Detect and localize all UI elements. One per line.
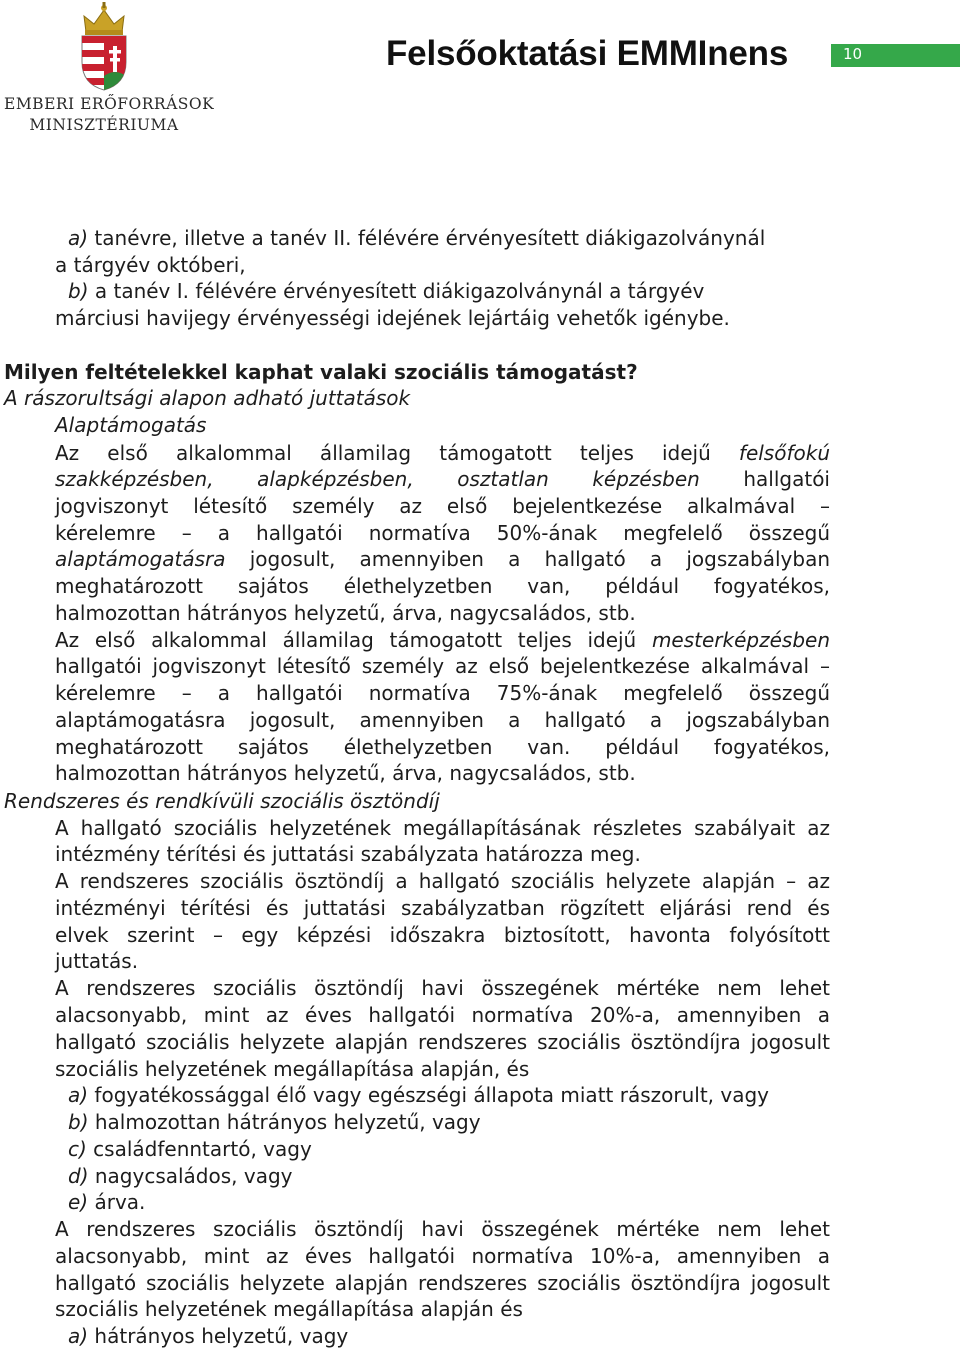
text-line: hallgató szociális helyzete alapján rendszeres szociális ösztöndíjra jogosult	[55, 1271, 830, 1295]
text-line: meghatározott sajátos élethelyzetben van. például fogyatékos,	[55, 735, 830, 759]
page-number-badge	[831, 44, 960, 67]
text-line: jogviszonyt létesítő személy az első bejelentkezése alkalmával –	[55, 494, 830, 518]
text-line: meghatározott sajátos élethelyzetben van, például fogyatékos,	[55, 574, 830, 598]
text-line: a) tanévre, illetve a tanév II. félévére érvényesített diákigazolványnál	[68, 226, 766, 250]
list-item: b) halmozottan hátrányos helyzetű, vagy	[68, 1110, 481, 1134]
text-line: Az első alkalommal államilag támogatott teljes idejű mesterképzésben	[55, 628, 830, 652]
list-item: a) fogyatékossággal élő vagy egészségi állapota miatt rászorult, vagy	[68, 1083, 769, 1107]
text-line: A rendszeres szociális ösztöndíj a hallgató szociális helyzete alapján – az	[55, 869, 830, 893]
logo-text-line1: EMBERI ERŐFORRÁSOK	[4, 95, 215, 113]
ministry-logo	[4, 2, 215, 138]
list-item: c) családfenntartó, vagy	[68, 1137, 312, 1161]
text-line: alacsonyabb, mint az éves hallgatói normatíva 20%-a, amennyiben a	[55, 1003, 830, 1027]
list-item: d) nagycsaládos, vagy	[68, 1164, 293, 1188]
text-line: A rendszeres szociális ösztöndíj havi összegének mértéke nem lehet	[55, 1217, 830, 1241]
section-heading: A rászorultsági alapon adható juttatások	[4, 386, 411, 410]
text-line: intézményi térítési és juttatási szabályzatban rögzített eljárási rend és	[55, 896, 830, 920]
text-line: halmozottan hátrányos helyzetű, árva, nagycsaládos, stb.	[55, 601, 636, 625]
text-line: alacsonyabb, mint az éves hallgatói normatíva 10%-a, amennyiben a	[55, 1244, 830, 1268]
text-line: Az első alkalommal államilag támogatott teljes idejű felsőfokú	[55, 441, 830, 465]
text-line: szakképzésben, alapképzésben, osztatlan képzésben hallgatói	[55, 467, 830, 491]
text-line: A rendszeres szociális ösztöndíj havi összegének mértéke nem lehet	[55, 976, 830, 1000]
list-item: e) árva.	[68, 1190, 146, 1214]
text-line: intézmény térítési és juttatási szabályzata határozza meg.	[55, 842, 641, 866]
text-line: szociális helyzetének megállapítása alapján és	[55, 1297, 523, 1321]
text-line: juttatás.	[55, 949, 139, 973]
text-line: elvek szerint – egy képzési időszakra biztosított, havonta folyósított	[55, 923, 830, 947]
document-title: Felsőoktatási EMMInens	[386, 34, 789, 73]
text-line: szociális helyzetének megállapítása alapján, és	[55, 1057, 530, 1081]
text-line: alaptámogatásra jogosult, amennyiben a hallgató a jogszabályban	[55, 708, 830, 732]
text-line: halmozottan hátrányos helyzetű, árva, nagycsaládos, stb.	[55, 761, 636, 785]
text-line: A hallgató szociális helyzetének megállapításának részletes szabályait az	[55, 816, 830, 840]
text-line: hallgató szociális helyzete alapján rendszeres szociális ösztöndíjra jogosult	[55, 1030, 830, 1054]
subsection-heading: Alaptámogatás	[55, 413, 207, 437]
text-line: márciusi havijegy érvényességi idejének lejártáig vehetők igénybe.	[55, 306, 730, 330]
text-line: kérelemre – a hallgatói normatíva 50%-ának megfelelő összegű	[55, 521, 830, 545]
hungarian-coat-of-arms-icon	[74, 2, 134, 92]
text-line: kérelemre – a hallgatói normatíva 75%-ának megfelelő összegű	[55, 681, 830, 705]
list-item: a) hátrányos helyzetű, vagy	[68, 1324, 349, 1348]
text-line: hallgatói jogviszonyt létesítő személy az első bejelentkezése alkalmával –	[55, 654, 830, 678]
logo-text-line2: MINISZTÉRIUMA	[29, 116, 179, 134]
section-question: Milyen feltételekkel kaphat valaki szociális támogatást?	[4, 360, 638, 384]
page-number: 10	[843, 45, 863, 63]
text-line: b) a tanév I. félévére érvényesített diákigazolványnál a tárgyév	[68, 279, 705, 303]
text-line: alaptámogatásra jogosult, amennyiben a hallgató a jogszabályban	[55, 547, 830, 571]
section-heading: Rendszeres és rendkívüli szociális ösztöndíj	[4, 789, 440, 813]
text-line: a tárgyév októberi,	[55, 253, 246, 277]
